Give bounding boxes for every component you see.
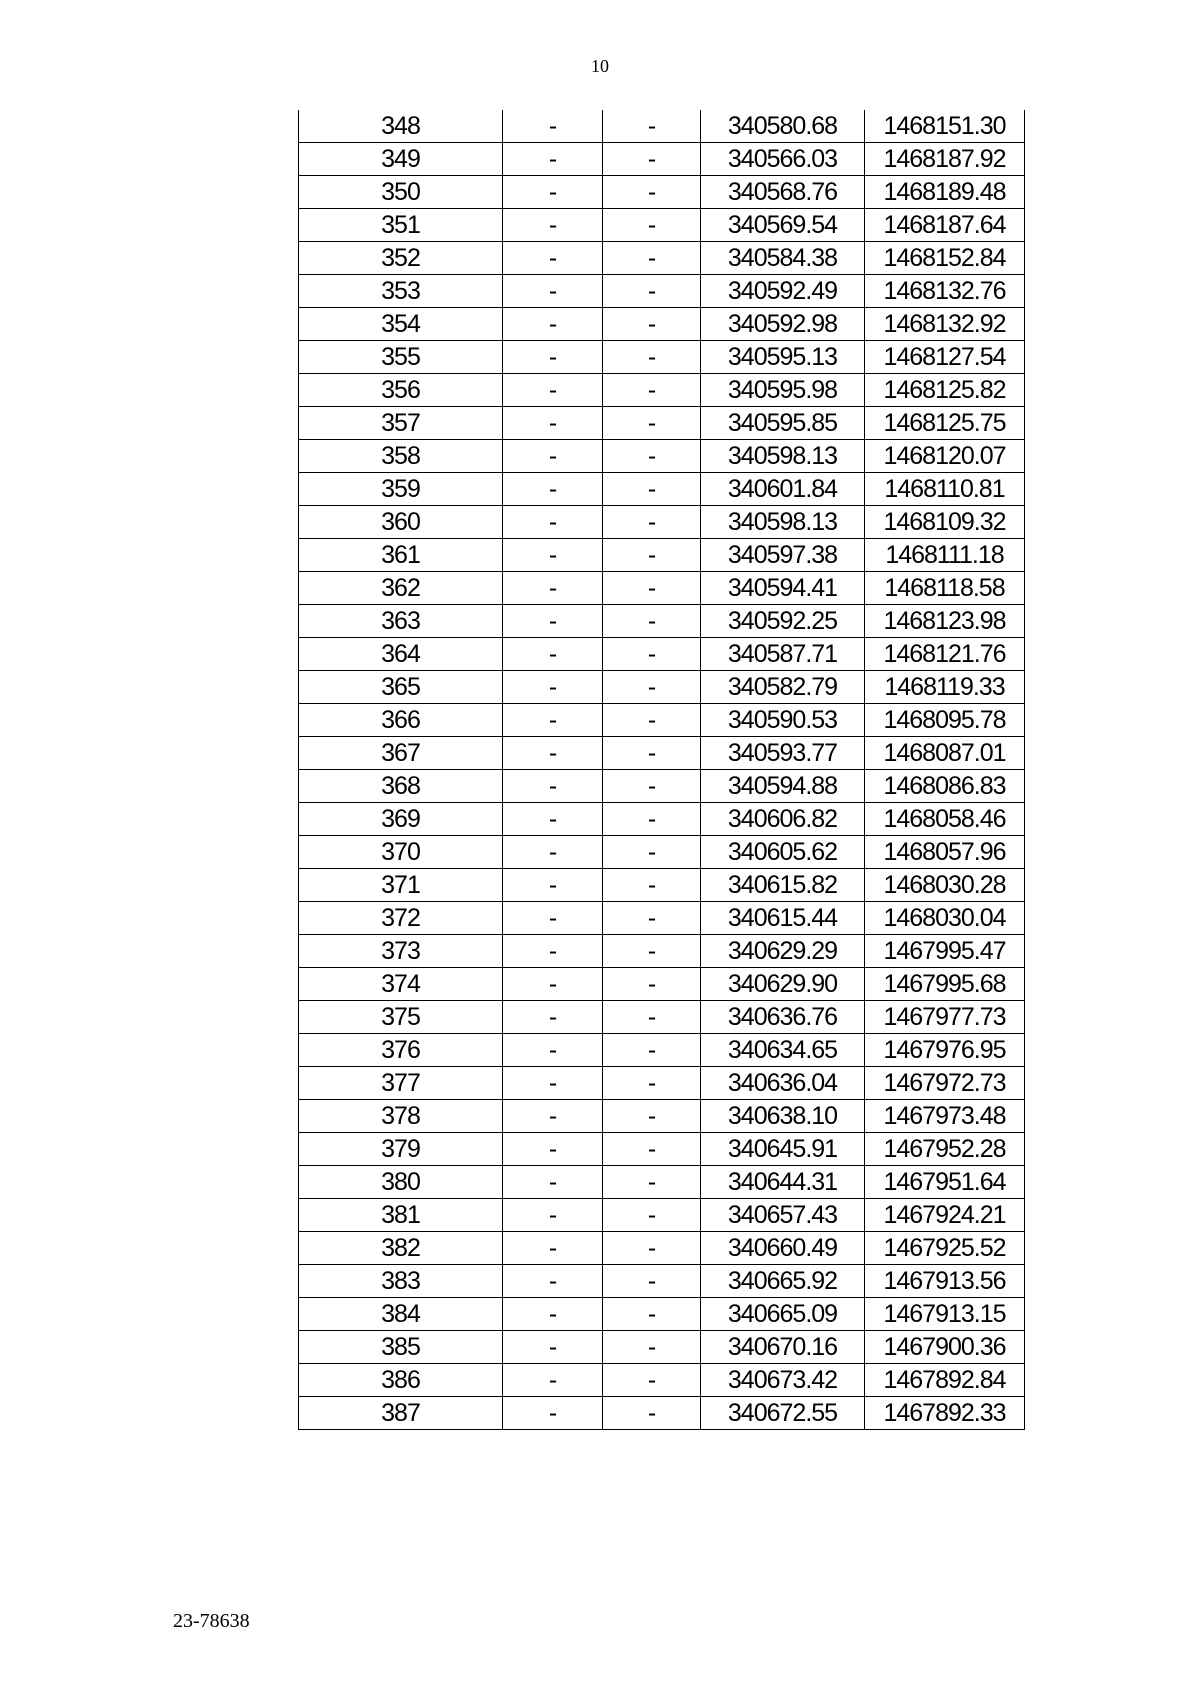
column-2-cell: - xyxy=(503,1397,603,1430)
column-2-cell: - xyxy=(503,1100,603,1133)
point-number-cell: 369 xyxy=(299,803,503,836)
point-number-cell: 360 xyxy=(299,506,503,539)
point-number-cell: 359 xyxy=(299,473,503,506)
table-row xyxy=(299,968,1025,1001)
table-row xyxy=(299,1397,1025,1430)
y-coordinate-cell: 1468110.81 xyxy=(865,473,1025,506)
column-3-cell: - xyxy=(603,1166,701,1199)
point-number-cell: 377 xyxy=(299,1067,503,1100)
point-number-cell: 367 xyxy=(299,737,503,770)
table-row xyxy=(299,671,1025,704)
column-2-cell: - xyxy=(503,902,603,935)
column-3-cell: - xyxy=(603,737,701,770)
table-row xyxy=(299,275,1025,308)
x-coordinate-cell: 340594.41 xyxy=(701,572,865,605)
x-coordinate-cell: 340595.13 xyxy=(701,341,865,374)
point-number-cell: 371 xyxy=(299,869,503,902)
x-coordinate-cell: 340660.49 xyxy=(701,1232,865,1265)
column-3-cell: - xyxy=(603,1133,701,1166)
x-coordinate-cell: 340629.90 xyxy=(701,968,865,1001)
x-coordinate-cell: 340595.85 xyxy=(701,407,865,440)
column-3-cell: - xyxy=(603,1100,701,1133)
column-3-cell: - xyxy=(603,869,701,902)
x-coordinate-cell: 340594.88 xyxy=(701,770,865,803)
y-coordinate-cell: 1468125.82 xyxy=(865,374,1025,407)
x-coordinate-cell: 340615.44 xyxy=(701,902,865,935)
x-coordinate-cell: 340665.92 xyxy=(701,1265,865,1298)
y-coordinate-cell: 1468109.32 xyxy=(865,506,1025,539)
point-number-cell: 384 xyxy=(299,1298,503,1331)
table-row xyxy=(299,1034,1025,1067)
coordinates-table-body xyxy=(299,110,1025,1430)
column-2-cell: - xyxy=(503,770,603,803)
x-coordinate-cell: 340592.98 xyxy=(701,308,865,341)
column-2-cell: - xyxy=(503,836,603,869)
x-coordinate-cell: 340598.13 xyxy=(701,440,865,473)
column-3-cell: - xyxy=(603,506,701,539)
column-3-cell: - xyxy=(603,176,701,209)
x-coordinate-cell: 340634.65 xyxy=(701,1034,865,1067)
point-number-cell: 351 xyxy=(299,209,503,242)
column-2-cell: - xyxy=(503,572,603,605)
column-2-cell: - xyxy=(503,1067,603,1100)
column-2-cell: - xyxy=(503,374,603,407)
y-coordinate-cell: 1468086.83 xyxy=(865,770,1025,803)
point-number-cell: 378 xyxy=(299,1100,503,1133)
column-3-cell: - xyxy=(603,902,701,935)
x-coordinate-cell: 340605.62 xyxy=(701,836,865,869)
column-2-cell: - xyxy=(503,242,603,275)
x-coordinate-cell: 340566.03 xyxy=(701,143,865,176)
y-coordinate-cell: 1468132.76 xyxy=(865,275,1025,308)
table-row xyxy=(299,803,1025,836)
column-2-cell: - xyxy=(503,1166,603,1199)
column-2-cell: - xyxy=(503,1034,603,1067)
x-coordinate-cell: 340645.91 xyxy=(701,1133,865,1166)
column-2-cell: - xyxy=(503,209,603,242)
table-row xyxy=(299,1265,1025,1298)
x-coordinate-cell: 340601.84 xyxy=(701,473,865,506)
point-number-cell: 358 xyxy=(299,440,503,473)
table-row xyxy=(299,473,1025,506)
column-2-cell: - xyxy=(503,440,603,473)
y-coordinate-cell: 1468189.48 xyxy=(865,176,1025,209)
x-coordinate-cell: 340629.29 xyxy=(701,935,865,968)
point-number-cell: 350 xyxy=(299,176,503,209)
column-2-cell: - xyxy=(503,605,603,638)
table-row xyxy=(299,737,1025,770)
column-2-cell: - xyxy=(503,968,603,1001)
column-2-cell: - xyxy=(503,671,603,704)
table-row xyxy=(299,1100,1025,1133)
column-2-cell: - xyxy=(503,539,603,572)
point-number-cell: 365 xyxy=(299,671,503,704)
x-coordinate-cell: 340593.77 xyxy=(701,737,865,770)
column-3-cell: - xyxy=(603,638,701,671)
column-2-cell: - xyxy=(503,1199,603,1232)
x-coordinate-cell: 340590.53 xyxy=(701,704,865,737)
point-number-cell: 372 xyxy=(299,902,503,935)
column-2-cell: - xyxy=(503,1364,603,1397)
y-coordinate-cell: 1467977.73 xyxy=(865,1001,1025,1034)
table-row xyxy=(299,374,1025,407)
coordinates-table xyxy=(298,110,1025,1430)
table-row xyxy=(299,1364,1025,1397)
y-coordinate-cell: 1467913.15 xyxy=(865,1298,1025,1331)
column-2-cell: - xyxy=(503,638,603,671)
table-row xyxy=(299,506,1025,539)
point-number-cell: 366 xyxy=(299,704,503,737)
table-row xyxy=(299,902,1025,935)
x-coordinate-cell: 340657.43 xyxy=(701,1199,865,1232)
column-2-cell: - xyxy=(503,143,603,176)
point-number-cell: 386 xyxy=(299,1364,503,1397)
x-coordinate-cell: 340606.82 xyxy=(701,803,865,836)
y-coordinate-cell: 1467892.33 xyxy=(865,1397,1025,1430)
table-row xyxy=(299,836,1025,869)
column-2-cell: - xyxy=(503,110,603,143)
point-number-cell: 355 xyxy=(299,341,503,374)
column-3-cell: - xyxy=(603,1199,701,1232)
point-number-cell: 385 xyxy=(299,1331,503,1364)
point-number-cell: 379 xyxy=(299,1133,503,1166)
point-number-cell: 381 xyxy=(299,1199,503,1232)
column-2-cell: - xyxy=(503,308,603,341)
column-2-cell: - xyxy=(503,1331,603,1364)
x-coordinate-cell: 340672.55 xyxy=(701,1397,865,1430)
point-number-cell: 373 xyxy=(299,935,503,968)
table-row xyxy=(299,341,1025,374)
column-3-cell: - xyxy=(603,209,701,242)
page-number: 10 xyxy=(591,56,609,76)
y-coordinate-cell: 1467951.64 xyxy=(865,1166,1025,1199)
table-row xyxy=(299,605,1025,638)
column-3-cell: - xyxy=(603,539,701,572)
point-number-cell: 376 xyxy=(299,1034,503,1067)
y-coordinate-cell: 1468121.76 xyxy=(865,638,1025,671)
column-2-cell: - xyxy=(503,1265,603,1298)
column-2-cell: - xyxy=(503,506,603,539)
table-row xyxy=(299,440,1025,473)
column-2-cell: - xyxy=(503,737,603,770)
x-coordinate-cell: 340665.09 xyxy=(701,1298,865,1331)
column-2-cell: - xyxy=(503,473,603,506)
table-row xyxy=(299,1232,1025,1265)
table-row xyxy=(299,704,1025,737)
y-coordinate-cell: 1468087.01 xyxy=(865,737,1025,770)
table-row xyxy=(299,1199,1025,1232)
point-number-cell: 356 xyxy=(299,374,503,407)
document-id: 23-78638 xyxy=(173,1610,250,1632)
column-2-cell: - xyxy=(503,341,603,374)
y-coordinate-cell: 1467976.95 xyxy=(865,1034,1025,1067)
table-row xyxy=(299,110,1025,143)
column-2-cell: - xyxy=(503,1001,603,1034)
point-number-cell: 383 xyxy=(299,1265,503,1298)
y-coordinate-cell: 1468057.96 xyxy=(865,836,1025,869)
table-row xyxy=(299,308,1025,341)
table-row xyxy=(299,1067,1025,1100)
x-coordinate-cell: 340597.38 xyxy=(701,539,865,572)
x-coordinate-cell: 340587.71 xyxy=(701,638,865,671)
point-number-cell: 380 xyxy=(299,1166,503,1199)
x-coordinate-cell: 340592.49 xyxy=(701,275,865,308)
column-3-cell: - xyxy=(603,1067,701,1100)
table-row xyxy=(299,770,1025,803)
column-3-cell: - xyxy=(603,1232,701,1265)
y-coordinate-cell: 1468123.98 xyxy=(865,605,1025,638)
column-2-cell: - xyxy=(503,275,603,308)
table-row xyxy=(299,572,1025,605)
y-coordinate-cell: 1467892.84 xyxy=(865,1364,1025,1397)
x-coordinate-cell: 340569.54 xyxy=(701,209,865,242)
column-3-cell: - xyxy=(603,110,701,143)
x-coordinate-cell: 340673.42 xyxy=(701,1364,865,1397)
point-number-cell: 353 xyxy=(299,275,503,308)
column-3-cell: - xyxy=(603,968,701,1001)
column-3-cell: - xyxy=(603,374,701,407)
column-3-cell: - xyxy=(603,308,701,341)
table-row xyxy=(299,209,1025,242)
x-coordinate-cell: 340592.25 xyxy=(701,605,865,638)
column-3-cell: - xyxy=(603,407,701,440)
point-number-cell: 352 xyxy=(299,242,503,275)
point-number-cell: 354 xyxy=(299,308,503,341)
table-row xyxy=(299,1133,1025,1166)
y-coordinate-cell: 1467925.52 xyxy=(865,1232,1025,1265)
y-coordinate-cell: 1468187.92 xyxy=(865,143,1025,176)
table-row xyxy=(299,407,1025,440)
y-coordinate-cell: 1468111.18 xyxy=(865,539,1025,572)
table-row xyxy=(299,638,1025,671)
y-coordinate-cell: 1468058.46 xyxy=(865,803,1025,836)
point-number-cell: 370 xyxy=(299,836,503,869)
x-coordinate-cell: 340580.68 xyxy=(701,110,865,143)
y-coordinate-cell: 1468152.84 xyxy=(865,242,1025,275)
table-row xyxy=(299,143,1025,176)
y-coordinate-cell: 1467913.56 xyxy=(865,1265,1025,1298)
column-2-cell: - xyxy=(503,176,603,209)
column-2-cell: - xyxy=(503,407,603,440)
column-3-cell: - xyxy=(603,275,701,308)
column-3-cell: - xyxy=(603,440,701,473)
point-number-cell: 362 xyxy=(299,572,503,605)
table-row xyxy=(299,1298,1025,1331)
point-number-cell: 363 xyxy=(299,605,503,638)
column-2-cell: - xyxy=(503,803,603,836)
column-3-cell: - xyxy=(603,836,701,869)
y-coordinate-cell: 1468095.78 xyxy=(865,704,1025,737)
table-row xyxy=(299,242,1025,275)
point-number-cell: 387 xyxy=(299,1397,503,1430)
y-coordinate-cell: 1467995.68 xyxy=(865,968,1025,1001)
x-coordinate-cell: 340644.31 xyxy=(701,1166,865,1199)
y-coordinate-cell: 1468151.30 xyxy=(865,110,1025,143)
column-3-cell: - xyxy=(603,242,701,275)
table-row xyxy=(299,1331,1025,1364)
column-2-cell: - xyxy=(503,1298,603,1331)
table-row xyxy=(299,1001,1025,1034)
point-number-cell: 364 xyxy=(299,638,503,671)
point-number-cell: 361 xyxy=(299,539,503,572)
column-3-cell: - xyxy=(603,704,701,737)
column-2-cell: - xyxy=(503,869,603,902)
x-coordinate-cell: 340636.04 xyxy=(701,1067,865,1100)
point-number-cell: 368 xyxy=(299,770,503,803)
column-2-cell: - xyxy=(503,935,603,968)
column-3-cell: - xyxy=(603,770,701,803)
x-coordinate-cell: 340670.16 xyxy=(701,1331,865,1364)
column-3-cell: - xyxy=(603,1331,701,1364)
x-coordinate-cell: 340568.76 xyxy=(701,176,865,209)
column-2-cell: - xyxy=(503,1232,603,1265)
column-3-cell: - xyxy=(603,1001,701,1034)
column-3-cell: - xyxy=(603,803,701,836)
column-3-cell: - xyxy=(603,143,701,176)
column-3-cell: - xyxy=(603,572,701,605)
point-number-cell: 382 xyxy=(299,1232,503,1265)
y-coordinate-cell: 1468187.64 xyxy=(865,209,1025,242)
column-3-cell: - xyxy=(603,1298,701,1331)
y-coordinate-cell: 1467900.36 xyxy=(865,1331,1025,1364)
y-coordinate-cell: 1467995.47 xyxy=(865,935,1025,968)
column-3-cell: - xyxy=(603,341,701,374)
y-coordinate-cell: 1468118.58 xyxy=(865,572,1025,605)
x-coordinate-cell: 340598.13 xyxy=(701,506,865,539)
column-3-cell: - xyxy=(603,1397,701,1430)
x-coordinate-cell: 340584.38 xyxy=(701,242,865,275)
x-coordinate-cell: 340595.98 xyxy=(701,374,865,407)
point-number-cell: 348 xyxy=(299,110,503,143)
y-coordinate-cell: 1467952.28 xyxy=(865,1133,1025,1166)
point-number-cell: 349 xyxy=(299,143,503,176)
y-coordinate-cell: 1467973.48 xyxy=(865,1100,1025,1133)
point-number-cell: 374 xyxy=(299,968,503,1001)
y-coordinate-cell: 1467924.21 xyxy=(865,1199,1025,1232)
column-2-cell: - xyxy=(503,704,603,737)
point-number-cell: 357 xyxy=(299,407,503,440)
x-coordinate-cell: 340636.76 xyxy=(701,1001,865,1034)
column-3-cell: - xyxy=(603,1265,701,1298)
y-coordinate-cell: 1468119.33 xyxy=(865,671,1025,704)
x-coordinate-cell: 340615.82 xyxy=(701,869,865,902)
x-coordinate-cell: 340582.79 xyxy=(701,671,865,704)
y-coordinate-cell: 1468132.92 xyxy=(865,308,1025,341)
y-coordinate-cell: 1468120.07 xyxy=(865,440,1025,473)
column-3-cell: - xyxy=(603,605,701,638)
y-coordinate-cell: 1468125.75 xyxy=(865,407,1025,440)
column-3-cell: - xyxy=(603,935,701,968)
y-coordinate-cell: 1468030.28 xyxy=(865,869,1025,902)
column-3-cell: - xyxy=(603,1034,701,1067)
table-row xyxy=(299,1166,1025,1199)
table-row xyxy=(299,539,1025,572)
column-3-cell: - xyxy=(603,1364,701,1397)
table-row xyxy=(299,869,1025,902)
column-3-cell: - xyxy=(603,671,701,704)
y-coordinate-cell: 1467972.73 xyxy=(865,1067,1025,1100)
table-row xyxy=(299,935,1025,968)
point-number-cell: 375 xyxy=(299,1001,503,1034)
y-coordinate-cell: 1468030.04 xyxy=(865,902,1025,935)
table-row xyxy=(299,176,1025,209)
column-3-cell: - xyxy=(603,473,701,506)
y-coordinate-cell: 1468127.54 xyxy=(865,341,1025,374)
x-coordinate-cell: 340638.10 xyxy=(701,1100,865,1133)
column-2-cell: - xyxy=(503,1133,603,1166)
